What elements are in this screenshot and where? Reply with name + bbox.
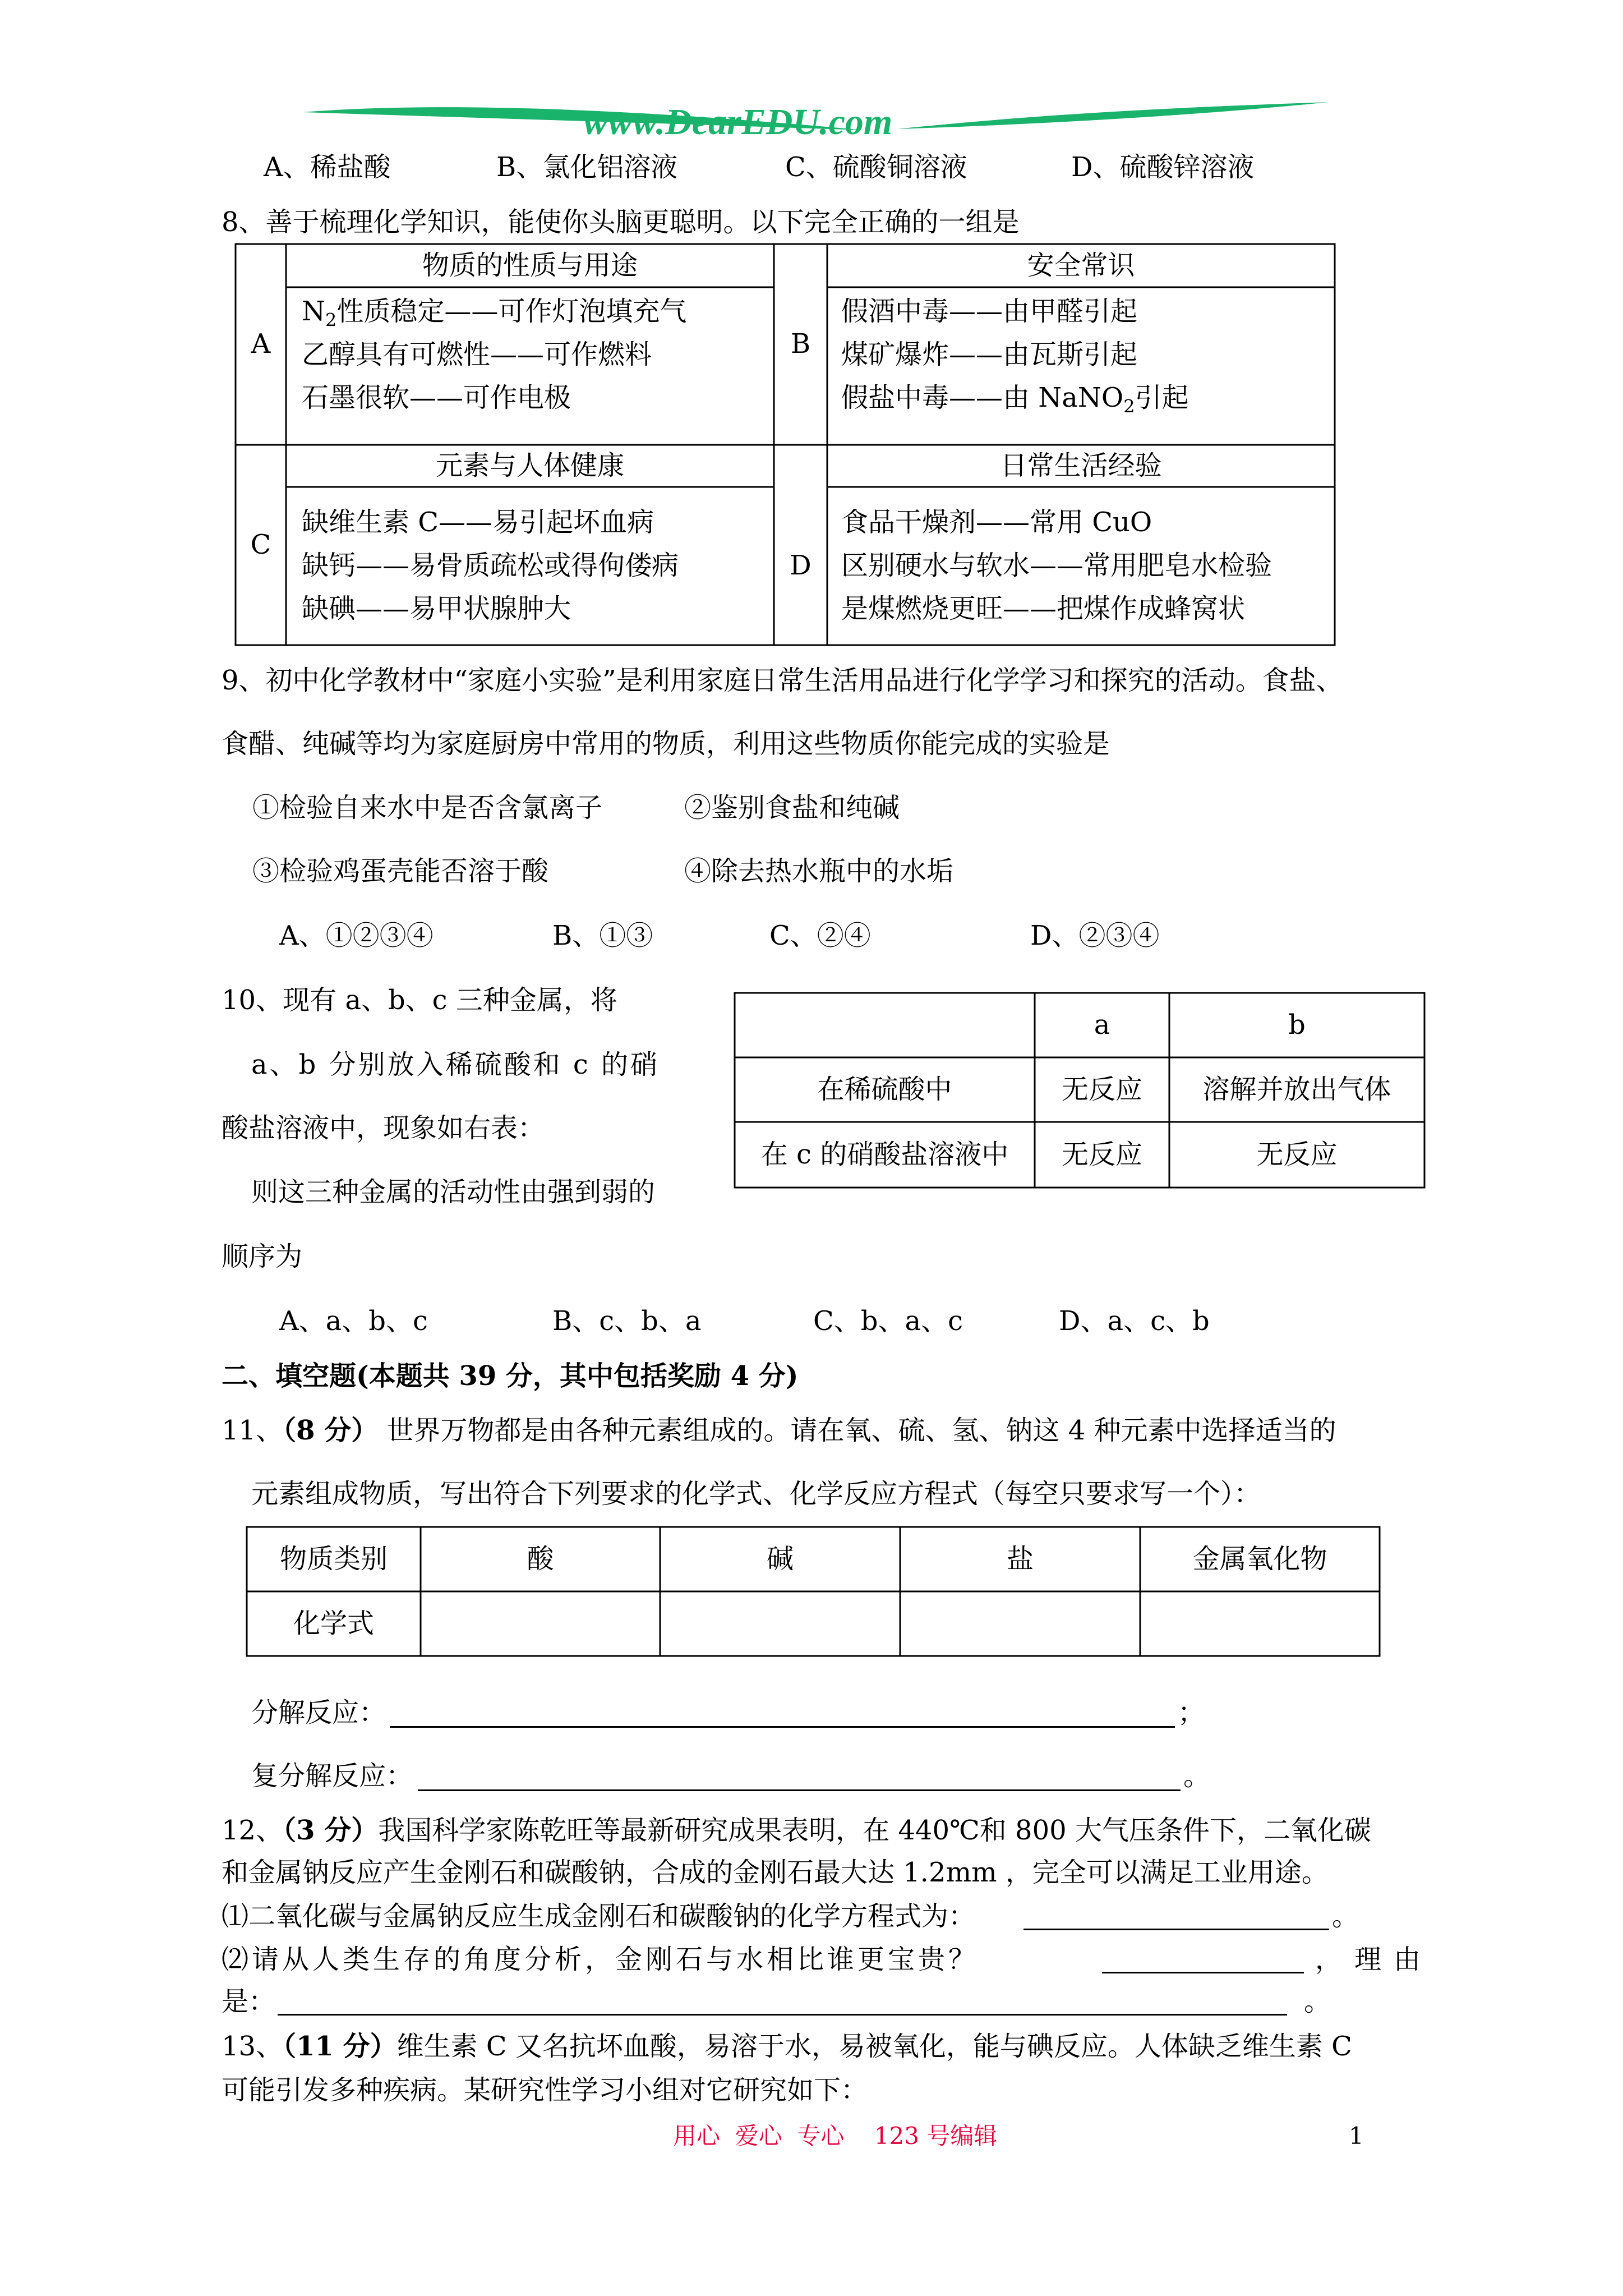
q12-sub2: ⑵请从人类生存的角度分析，金刚石与水相比谁更宝贵？ bbox=[222, 1944, 979, 1975]
q8-c-line2: 缺钙——易骨质疏松或得佝偻病 bbox=[302, 550, 679, 581]
q9-option-a: A、①②③④ bbox=[279, 920, 434, 951]
q10-table-header-b: b bbox=[1288, 1009, 1306, 1041]
footer-editor: 用心 爱心 专心 123 号编辑 bbox=[673, 2122, 998, 2150]
q10-table-r1-a: 无反应 bbox=[1061, 1073, 1142, 1105]
q11-answer-acid[interactable] bbox=[421, 1591, 660, 1656]
q9-stem-line2: 食醋、纯碱等均为家庭厨房中常用的物质，利用这些物质你能完成的实验是 bbox=[222, 728, 1110, 760]
q8-a-line3: 石墨很软——可作电极 bbox=[302, 382, 571, 413]
q12-number: 12、 bbox=[222, 1815, 283, 1846]
q8-a-title: 物质的性质与用途 bbox=[422, 249, 638, 281]
q8-a-label: A bbox=[251, 328, 271, 360]
q10-stem-line2: a、b 分别放入稀硫酸和 c 的硝 bbox=[251, 1049, 660, 1080]
q8-b-line3: 假盐中毒——由 NaNO$_2$引起 bbox=[841, 382, 1189, 417]
q10-table-r1-b: 溶解并放出气体 bbox=[1202, 1073, 1391, 1105]
q8-d-line1: 食品干燥剂——常用 CuO bbox=[841, 507, 1152, 538]
q12-sub2-end: 。 bbox=[1304, 1986, 1331, 2017]
q7-option-b: B、氯化铝溶液 bbox=[496, 151, 678, 183]
q11-table-row-label: 化学式 bbox=[293, 1607, 374, 1639]
q12-stem-line1 bbox=[222, 1815, 1371, 1847]
q13-score: （11 分） bbox=[283, 2031, 397, 2062]
q8-d-label: D bbox=[790, 550, 811, 582]
q8-b-line1: 假酒中毒——由甲醛引起 bbox=[841, 296, 1138, 327]
q13-stem-text: 维生素 C 又名抗坏血酸，易溶于水，易被氧化，能与碘反应。人体缺乏维生素 C bbox=[396, 2031, 1352, 2062]
q10-stem-line3: 酸盐溶液中，现象如右表： bbox=[222, 1112, 545, 1144]
q12-stem-text: 我国科学家陈乾旺等最新研究成果表明，在 440℃和 800 大气压条件下，二氧化碳 bbox=[378, 1815, 1371, 1846]
q12-sub1-blank[interactable] bbox=[1023, 1929, 1329, 1930]
q13-stem-line2: 可能引发多种疾病。某研究性学习小组对它研究如下： bbox=[222, 2074, 868, 2106]
q13-stem-line1 bbox=[222, 2031, 1352, 2063]
q10-option-b: B、c、b、a bbox=[552, 1305, 702, 1337]
q11-double-displacement-end: 。 bbox=[1183, 1760, 1211, 1792]
q11-stem-line2: 元素组成物质，写出符合下列要求的化学式、化学反应方程式（每空只要求写一个）： bbox=[251, 1478, 1261, 1510]
q9-item-3: ③检验鸡蛋壳能否溶于酸 bbox=[252, 855, 549, 887]
q11-decomposition-blank[interactable] bbox=[390, 1726, 1175, 1728]
q11-answer-metal-oxide[interactable] bbox=[1140, 1591, 1380, 1656]
q11-table-header-acid: 酸 bbox=[527, 1543, 554, 1575]
q12-sub2-blank[interactable] bbox=[1102, 1972, 1304, 1973]
q8-b-line2: 煤矿爆炸——由瓦斯引起 bbox=[841, 339, 1138, 370]
q11-double-displacement-blank[interactable] bbox=[418, 1789, 1181, 1791]
q8-d-title: 日常生活经验 bbox=[1000, 449, 1162, 481]
q9-option-b: B、①③ bbox=[552, 920, 653, 951]
q11-number: 11、 bbox=[222, 1415, 283, 1446]
q12-sub2-mid: ，理由 bbox=[1315, 1944, 1433, 1975]
q11-table-header-base: 碱 bbox=[766, 1543, 794, 1575]
site-logo: www.DearEDU.com bbox=[583, 102, 893, 142]
q11-score: （8 分） bbox=[283, 1415, 379, 1446]
q12-sub2-b: 是： bbox=[222, 1986, 276, 2017]
q8-d-line2: 区别硬水与软水——常用肥皂水检验 bbox=[841, 550, 1272, 581]
q8-c-line3: 缺碘——易甲状腺肿大 bbox=[302, 593, 571, 624]
q11-table-header-salt: 盐 bbox=[1006, 1543, 1034, 1575]
q10-table-r1-label: 在稀硫酸中 bbox=[817, 1073, 952, 1105]
q11-double-displacement-label: 复分解反应： bbox=[251, 1760, 413, 1792]
q9-stem-line1: 9、初中化学教材中“家庭小实验”是利用家庭日常生活用品进行化学学习和探究的活动。食盐、 bbox=[222, 665, 1343, 696]
q12-sub1-end: 。 bbox=[1332, 1901, 1359, 1932]
q8-c-line1: 缺维生素 C——易引起坏血病 bbox=[302, 507, 654, 538]
q9-option-c: C、②④ bbox=[769, 920, 871, 951]
q10-table-header-a: a bbox=[1094, 1009, 1110, 1041]
q11-decomposition-label: 分解反应： bbox=[251, 1697, 386, 1728]
q10-stem-line5: 顺序为 bbox=[222, 1241, 303, 1272]
q12-sub1: ⑴二氧化碳与金属钠反应生成金刚石和碳酸钠的化学方程式为： bbox=[222, 1901, 976, 1932]
q9-item-4: ④除去热水瓶中的水垢 bbox=[684, 855, 954, 887]
q9-item-2: ②鉴别食盐和纯碱 bbox=[684, 792, 900, 823]
q10-option-d: D、a、c、b bbox=[1059, 1305, 1210, 1337]
q8-a-line2: 乙醇具有可燃性——可作燃料 bbox=[302, 339, 652, 370]
q10-table-r2-b: 无反应 bbox=[1256, 1138, 1338, 1170]
q13-number: 13、 bbox=[222, 2031, 283, 2062]
q9-item-1: ①检验自来水中是否含氯离子 bbox=[252, 792, 603, 823]
q11-stem-text: 世界万物都是由各种元素组成的。请在氧、硫、氢、钠这 4 种元素中选择适当的 bbox=[386, 1415, 1336, 1446]
q8-c-title: 元素与人体健康 bbox=[435, 449, 624, 481]
q10-stem-line1: 10、现有 a、b、c 三种金属，将 bbox=[222, 984, 617, 1016]
q11-decomposition-end: ； bbox=[1178, 1697, 1205, 1728]
q11-table-header-metal-oxide: 金属氧化物 bbox=[1192, 1543, 1327, 1575]
q10-option-a: A、a、b、c bbox=[279, 1305, 428, 1337]
q10-table-r2-a: 无反应 bbox=[1061, 1138, 1142, 1170]
q8-b-label: B bbox=[790, 328, 811, 360]
q9-option-d: D、②③④ bbox=[1030, 920, 1160, 951]
q10-option-c: C、b、a、c bbox=[813, 1305, 963, 1337]
q10-stem-line4: 则这三种金属的活动性由强到弱的 bbox=[251, 1176, 656, 1208]
q7-option-c: C、硫酸铜溶液 bbox=[785, 151, 967, 183]
q8-a-line1: $N_2$性质稳定——可作灯泡填充气 bbox=[302, 296, 687, 331]
section-2-title: 二、填空题(本题共 39 分，其中包括奖励 4 分) bbox=[222, 1360, 799, 1392]
q8-c-label: C bbox=[250, 528, 271, 560]
q12-sub2-reason-blank[interactable] bbox=[278, 2014, 1287, 2016]
q11-table-header-category: 物质类别 bbox=[279, 1543, 388, 1575]
q12-stem-line2: 和金属钠反应产生金刚石和碳酸钠，合成的金刚石最大达 1.2mm ，完全可以满足工业用途。 bbox=[222, 1857, 1329, 1888]
q12-score: （3 分） bbox=[283, 1815, 379, 1846]
q7-option-d: D、硫酸锌溶液 bbox=[1071, 151, 1255, 183]
q7-option-a: A、稀盐酸 bbox=[264, 151, 391, 183]
q8-stem: 8、善于梳理化学知识，能使你头脑更聪明。以下完全正确的一组是 bbox=[222, 206, 1020, 238]
q11-answer-base[interactable] bbox=[660, 1591, 900, 1656]
q10-table-r2-label: 在 c 的硝酸盐溶液中 bbox=[760, 1138, 1009, 1170]
q8-b-title: 安全常识 bbox=[1027, 249, 1135, 281]
q11-answer-salt[interactable] bbox=[900, 1591, 1140, 1656]
page-number: 1 bbox=[1349, 2122, 1364, 2150]
q8-d-line3: 是煤燃烧更旺——把煤作成蜂窝状 bbox=[841, 593, 1246, 624]
